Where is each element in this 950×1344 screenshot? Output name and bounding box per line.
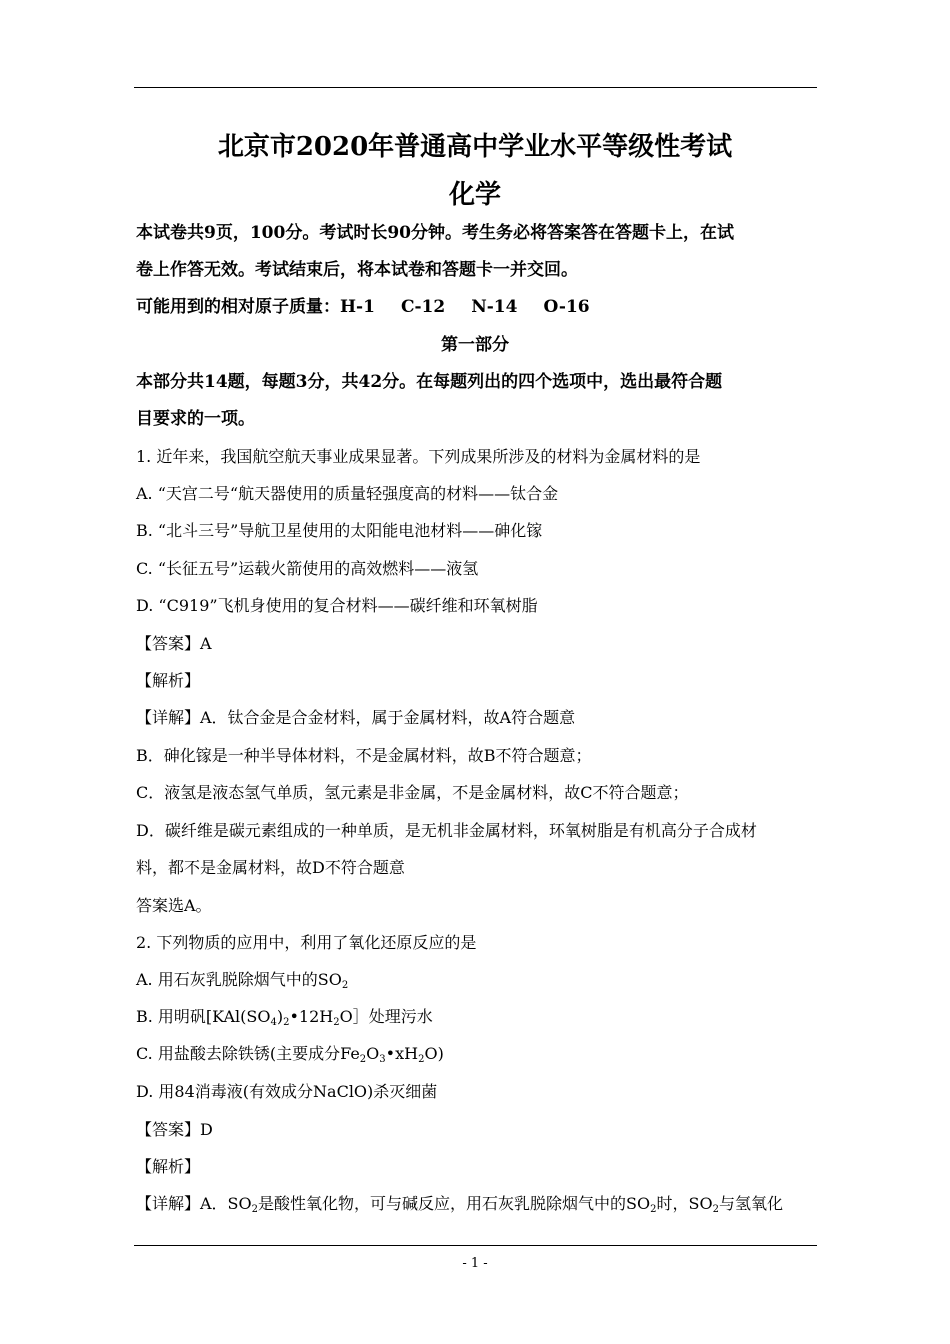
q2-analysis: 【解析】	[136, 1157, 201, 1176]
q2-answer: 【答案】D	[136, 1120, 213, 1139]
q1-detail-6: 答案选A。	[136, 896, 212, 915]
page-number: - 1 -	[462, 1256, 488, 1271]
q1-option-d: D. “C919”飞机身使用的复合材料——碳纤维和环氧树脂	[136, 596, 538, 615]
q2-option-d: D. 用84消毒液(有效成分NaClO)杀灭细菌	[136, 1082, 438, 1101]
q1-detail-2: B．砷化镓是一种半导体材料，不是金属材料，故B不符合题意；	[136, 746, 592, 765]
atomic-mass: C-12	[400, 297, 446, 317]
q1-detail-1: 【详解】A．钛合金是合金材料，属于金属材料，故A符合题意	[136, 708, 576, 727]
header-rule	[134, 87, 817, 88]
atomic-mass: O-16	[543, 297, 590, 317]
q1-detail-4: D．碳纤维是碳元素组成的一种单质，是无机非金属材料，环氧树脂是有机高分子合成材	[136, 821, 757, 840]
q1-analysis: 【解析】	[136, 671, 201, 690]
q2-option-a: A. 用石灰乳脱除烟气中的$SO_2$	[136, 970, 349, 991]
q1-detail-3: C．液氢是液态氢气单质，氢元素是非金属，不是金属材料，故C不符合题意；	[136, 783, 689, 802]
intro-line-1: 本试卷共9页，100分。考试时长90分钟。考生务必将答案答在答题卡上，在试	[136, 223, 734, 243]
section-instructions-2: 目要求的一项。	[136, 409, 255, 429]
subject-title: 化学	[448, 180, 501, 210]
q1-detail-5: 料，都不是金属材料，故D不符合题意	[136, 858, 405, 877]
q2-detail-1: 【详解】A．$SO_2$是酸性氧化物，可与碱反应，用石灰乳脱除烟气中的$SO_2$时，$SO_2$与氢氧化	[136, 1194, 783, 1215]
q2-stem: 2. 下列物质的应用中，利用了氧化还原反应的是	[136, 933, 477, 952]
q1-stem: 1. 近年来，我国航空航天事业成果显著。下列成果所涉及的材料为金属材料的是	[136, 447, 701, 466]
q2-option-b: B. 用明矾[$KAl(SO_4)_2•12H_2O]$处理污水	[136, 1007, 433, 1028]
q1-option-c: C. “长征五号”运载火箭使用的高效燃料——液氢	[136, 559, 479, 578]
footer-rule	[134, 1245, 817, 1246]
q2-option-c: C. 用盐酸去除铁锈(主要成分$Fe_2O_3•xH_2O$)	[136, 1044, 444, 1065]
atomic-mass: N-14	[471, 297, 518, 317]
q1-answer: 【答案】A	[136, 634, 212, 653]
atomic-masses	[136, 296, 590, 318]
intro-line-2: 卷上作答无效。考试结束后，将本试卷和答题卡一并交回。	[136, 260, 578, 280]
exam-title: 北京市2020年普通高中学业水平等级性考试	[217, 132, 733, 162]
q1-option-a: A. “天宫二号“航天器使用的质量轻强度高的材料——钛合金	[136, 484, 559, 503]
atomic-prefix: 可能用到的相对原子质量：	[136, 297, 340, 317]
atomic-mass: H-1	[340, 297, 375, 317]
section-instructions-1: 本部分共14题，每题3分，共42分。在每题列出的四个选项中，选出最符合题	[136, 372, 723, 392]
q1-option-b: B. “北斗三号”导航卫星使用的太阳能电池材料——砷化镓	[136, 521, 543, 540]
section-title: 第一部分	[441, 335, 509, 355]
